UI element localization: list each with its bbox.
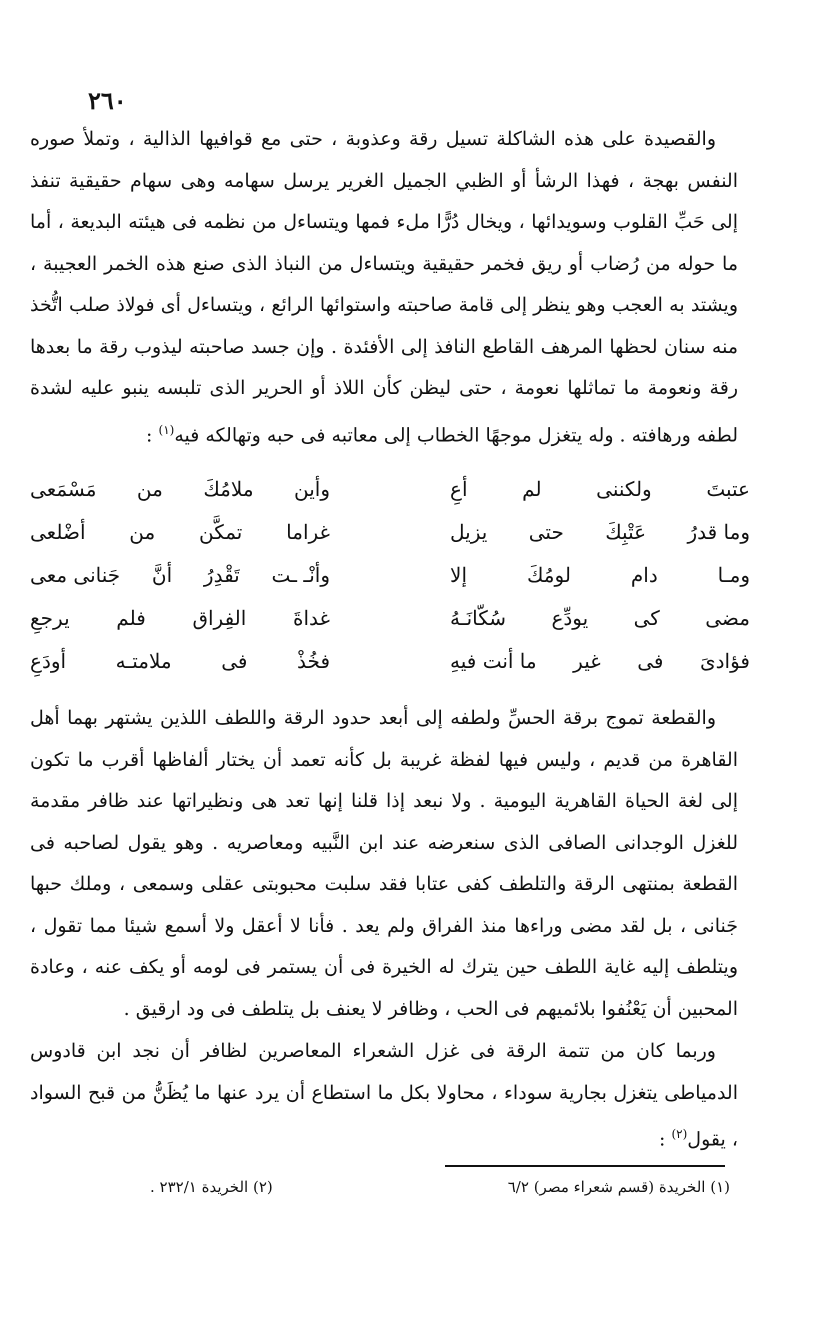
verse-word: جَنانى معى [30,562,121,587]
verse-word: ملامُكَ [203,476,254,501]
verse-word: يودِّع [551,605,589,630]
verse-word: غداةَ [293,605,330,630]
footnote-marker-2: (٢) [671,1127,688,1141]
paragraph-2 [30,698,738,1030]
footnote-2: (٢) الخريدة ٢٣٢/١ . [150,1178,273,1196]
verse-word: وما قدرُ [687,519,750,544]
poem [30,467,750,682]
paragraph-3 [30,1031,738,1161]
paragraph-text: والقطعة تموج برقة الحسِّ ولطفه إلى أبعد حدود الرقة واللطف اللذين يشتهر بهما أهل القاهرة من قديم ، وليس فيها لفظة غريبة بل كأنه تعمد أن يختار ألفاظها أقرب ما تكون إلى لغة الحياة القاهرية اليومية . ولا نبعد إذا قلنا إنها تعد هى ونظيراتها عند ظافر مقدمة للغزل الوجدانى الصافى الذى سنعرضه عند ابن النَّبيه ومعاصريه . وهو يقول لصاحبه فى القطعة بمنتهى الرقة والتلطف كفى عتابا فقد سلبت محبوبتى عقلى وسمعى ، وملك حبها جَنانى ، بل لقد مضى وراءها منذ الفراق ولم يعد . فأنا لا أعقل ولا أسمع شيئا مما تقول ، ويتلطف إليه غاية اللطف حين يترك له الخيرة فى أن يستمر فى لومه أو يكف عنه ، وعادة المحبين أن يَعْنُفوا بلائميهم فى الحب ، وظافر لا يعنف بل يتلطف فى ود ارقيق . [30,707,738,1020]
verse-word: وأين [293,476,330,501]
paragraph-1 [30,119,738,456]
verse-word: فى [637,648,664,673]
verse [30,467,750,510]
verse-word: تمكَّن [198,519,243,544]
colon: : [146,423,159,446]
verse-right-hemistich [450,563,750,587]
verse-left-hemistich [30,563,330,587]
footnote-divider [445,1165,725,1167]
verse-word: غير [573,648,601,673]
verse-word: يرجعِ [30,605,70,630]
verse-word: مَسْمَعى [30,476,97,501]
verse-word: لومُكَ [526,562,571,587]
verse-left-hemistich [30,477,330,501]
verse-word: حتى [528,519,564,544]
verse-left-hemistich [30,649,330,673]
verse [30,510,750,553]
verse [30,553,750,596]
verse-word: وأنْـ ـت [271,562,330,587]
verse-word: من [129,519,156,544]
verse-word: إلا [450,562,467,587]
page-number: ٢٦٠ [88,86,127,115]
verse-word: أودَعِ [30,648,67,673]
verse-word: الفِراق [192,605,247,630]
verse-word: سُكّانَـهُ [450,605,507,630]
verse-right-hemistich [450,477,750,501]
verse-word: أنَّ [151,562,173,587]
verse-right-hemistich [450,606,750,630]
verse-word: مضى [705,605,750,630]
verse-word: فخُذْ [297,648,330,673]
verse-word: ولكننى [596,476,652,501]
verse-word: عَتْبِكَ [605,519,647,544]
verse-word: من [136,476,163,501]
footnote-1: (١) الخريدة (قسم شعراء مصر) ٦/٢ [507,1178,730,1196]
verse-word: أضْلعى [30,519,86,544]
verse-word: أعِ [450,476,468,501]
verse-word: ومـا [717,562,750,587]
verse-left-hemistich [30,606,330,630]
colon: : [659,1128,672,1151]
verse-word: فلم [116,605,146,630]
verse-word: دام [630,562,658,587]
verse [30,596,750,639]
verse-right-hemistich [450,649,750,673]
verse-left-hemistich [30,520,330,544]
paragraph-text: والقصيدة على هذه الشاكلة تسيل رقة وعذوبة ، حتى مع قوافيها الذالية ، وتملأ صوره النفس بهجة ، فهذا الرشأ أو الظبي الجميل الغرير يرسل سهامه وهى سهام حقيقية تنفذ إلى حَبِّ القلوب وسويدائها ، ويخال دُرًّا ملء فمها ويتساءل من نظمه فى هيئته البديعة ، أما ما حوله من رُضاب أو ريق فخمر حقيقية ويتساءل من النباذ الذى صنع هذه الخمر العجيبة ، ويشتد به العجب وهو ينظر إلى قامة صاحبته واستوائها الرائع ، ويتساءل أى فولاذ صلب اتُّخذ منه سنان لحظها المرهف القاطع النافذ إلى الأفئدة . وإن جسد صاحبته ليذوب رقة ما بعدها رقة ونعومة ما تماثلها نعومة ، حتى ليظن كأن اللاذ أو الحرير الذى تلبسه ينبو عليه لشدة لطفه ورهافته . وله يتغزل موجهًا الخطاب إلى معاتبه فى حبه وتهالكه فيه [30,128,738,446]
verse-word: كى [633,605,660,630]
verse-word: فؤادىَ [699,648,750,673]
verse-word: عتبتَ [706,476,750,501]
footnote-marker-1: (١) [158,422,175,437]
verse-word: تَقْدِرُ [203,562,240,587]
verse-word: لم [522,476,542,501]
verse-word: ملامتـه [115,648,172,673]
verse [30,639,750,682]
verse-word: غراما [286,519,330,544]
verse-word: يزيل [450,519,488,544]
verse-right-hemistich [450,520,750,544]
verse-word: فى [221,648,248,673]
paragraph-text: وربما كان من تتمة الرقة فى غزل الشعراء المعاصرين لظافر أن نجد ابن قادوس الدمياطى يتغزل بجارية سوداء ، محاولا بكل ما استطاع أن يرد عنها ما يُظَنُّ من قبح السواد ، يقول [30,1040,738,1151]
verse-word: ما أنت فيهِ [450,648,537,673]
footnotes [150,1178,730,1196]
